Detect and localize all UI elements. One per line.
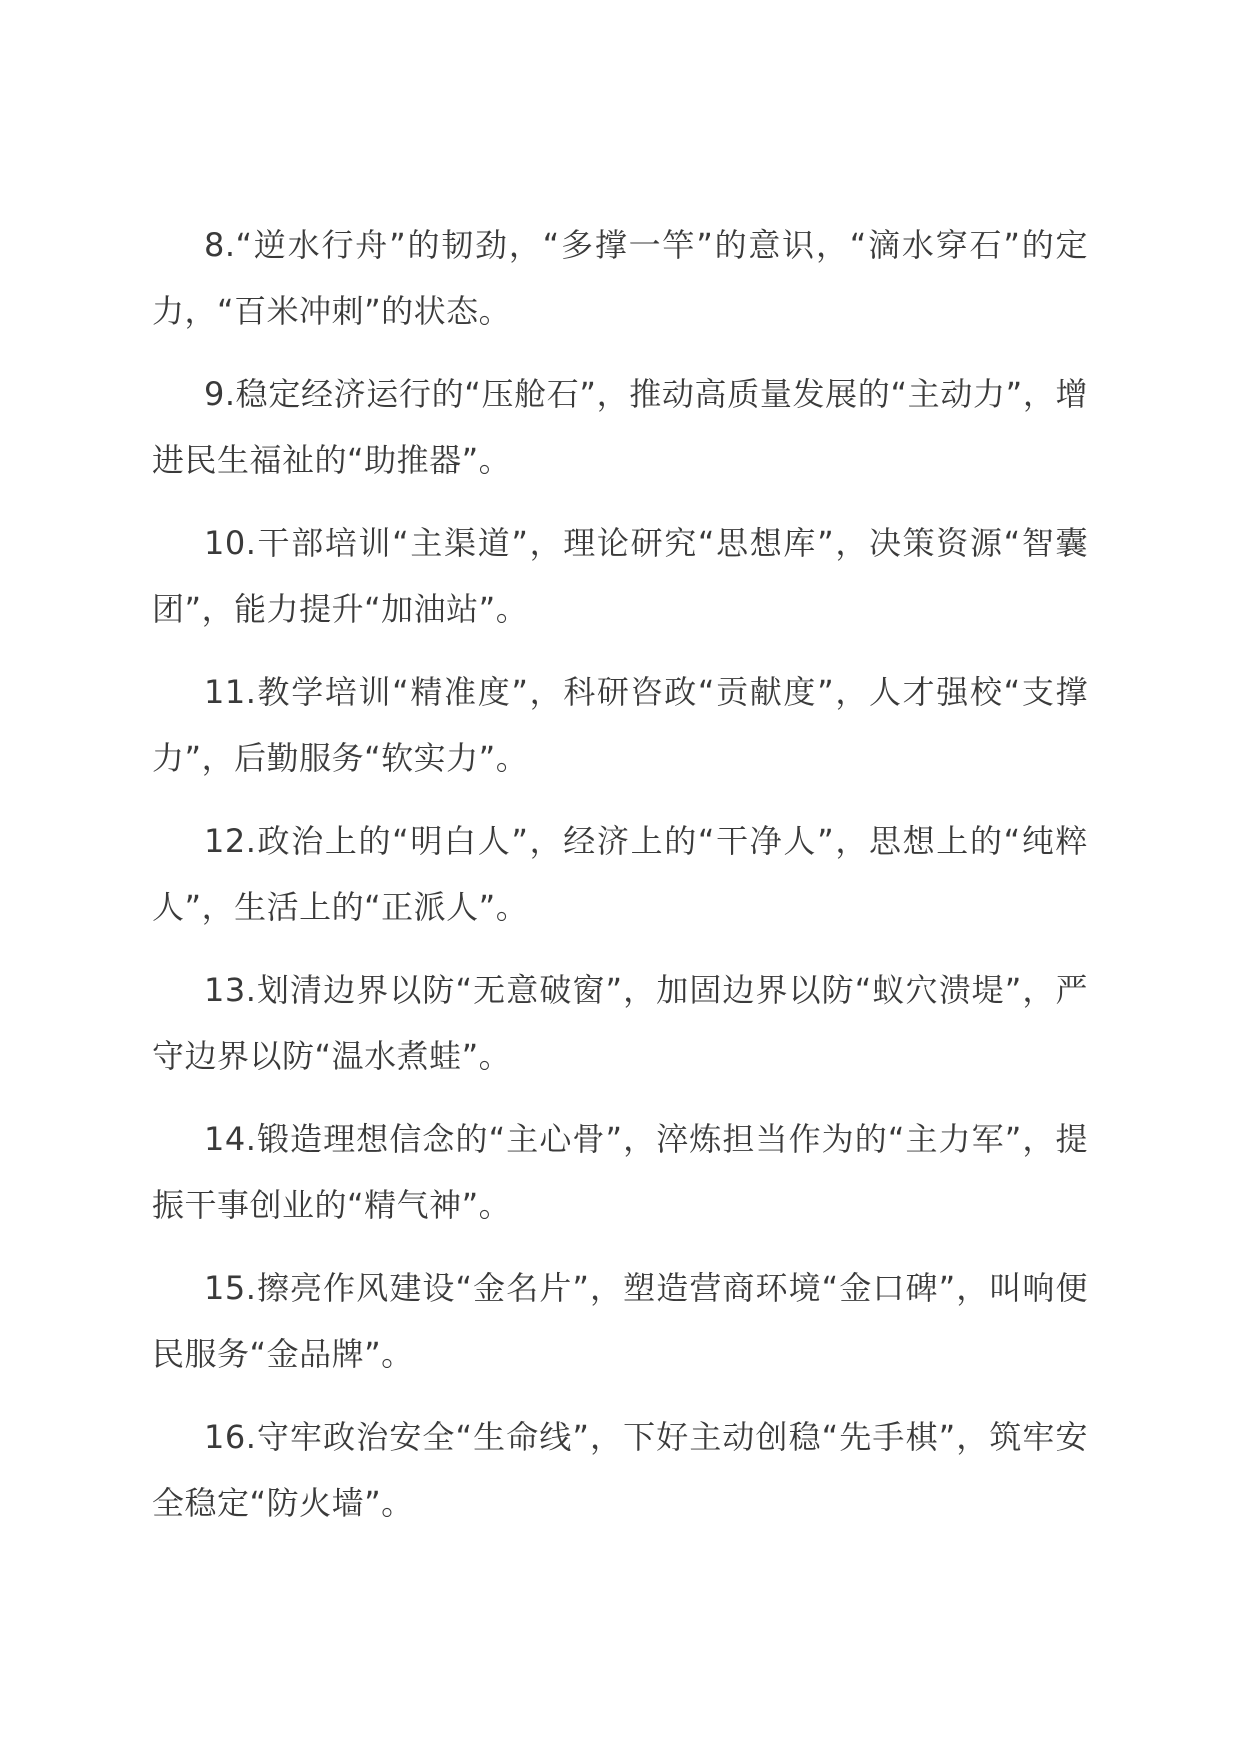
paragraph-16: 16.守牢政治安全“生命线”，下好主动创稳“先手棋”，筑牢安全稳定“防火墙”。	[152, 1418, 1088, 1522]
paragraph-11: 11.教学培训“精准度”，科研咨政“贡献度”，人才强校“支撑力”，后勤服务“软实力”。	[152, 673, 1088, 777]
paragraph-12: 12.政治上的“明白人”，经济上的“干净人”，思想上的“纯粹人”，生活上的“正派人”。	[152, 822, 1088, 926]
paragraph-9: 9.稳定经济运行的“压舱石”，推动高质量发展的“主动力”，增进民生福祉的“助推器”。	[152, 375, 1088, 479]
paragraph-14: 14.锻造理想信念的“主心骨”，淬炼担当作为的“主力军”，提振干事创业的“精气神”。	[152, 1120, 1088, 1224]
paragraph-8: 8.“逆水行舟”的韧劲，“多撑一竿”的意识，“滴水穿石”的定力，“百米冲刺”的状态。	[152, 226, 1088, 330]
document-body	[152, 212, 1088, 1553]
paragraph-10: 10.干部培训“主渠道”，理论研究“思想库”，决策资源“智囊团”，能力提升“加油站”。	[152, 524, 1088, 628]
paragraph-13: 13.划清边界以防“无意破窗”，加固边界以防“蚁穴溃堤”，严守边界以防“温水煮蛙”。	[152, 971, 1088, 1075]
paragraph-15: 15.擦亮作风建设“金名片”，塑造营商环境“金口碑”，叫响便民服务“金品牌”。	[152, 1269, 1088, 1373]
